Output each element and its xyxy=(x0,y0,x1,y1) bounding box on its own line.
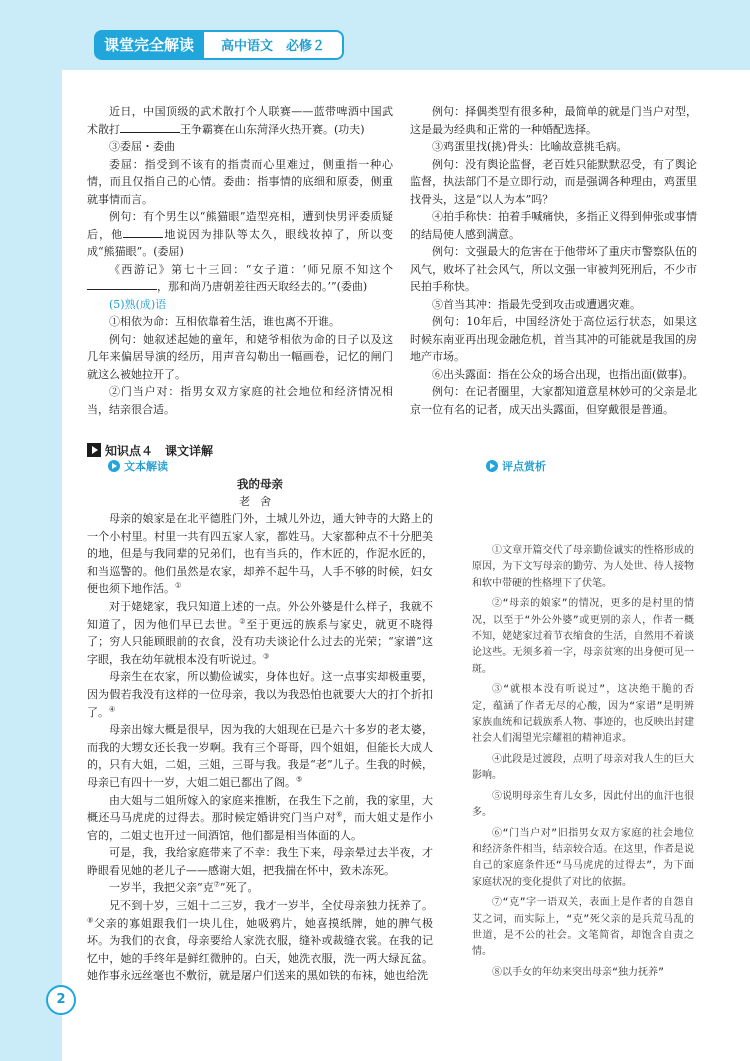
example-sentence: 例句：有个男生以“熊猫眼”造型亮相，遭到快男评委质疑后，他 地说因为排队等太久，眼线妆掉了，所以变成“熊猫眼”。(委屈) xyxy=(87,210,394,258)
idiom-definition: ①相依为命：互相依靠着生活，谁也离不开谁。 xyxy=(109,315,340,328)
term-heading: ③委屈・委曲 xyxy=(109,140,175,153)
book-title-tab: 课堂完全解读 xyxy=(94,30,204,60)
fill-blank xyxy=(123,226,163,238)
article-paragraph: 母亲出嫁大概是很早，因为我的大姐现在已是六十多岁的老太婆，而我的大甥女还长我一岁啊。我有三个哥哥，四个姐姐，但能长大成人的，只有大姐，二姐，三姐，三哥与我。我是“老”儿子。生我的时候，母亲已有四十一岁，大姐二姐已都出了阁。⑤ xyxy=(87,723,433,789)
note: ④此段是过渡段，点明了母亲对我人生的巨大影响。 xyxy=(472,753,694,782)
left-column xyxy=(87,103,393,418)
article-paragraph: 可是，我，我给家庭带来了不幸：我生下来，母亲晕过去半夜，才睁眼看见她的老儿子——感谢大姐，把我揣在怀中，致未冻死。 xyxy=(87,846,433,877)
paragraph: 近日，中国顶级的武术散打个人联赛——蓝带啤酒中国武术散打 王争霸赛在山东菏泽火热开赛。(功夫) xyxy=(87,105,393,136)
note: ⑥“门当户对”旧指男女双方家庭的社会地位和经济条件相当，结亲较合适。在这里，作者是说自己的家庭条件还“马马虎虎的过得去”，为下面家庭状况的变化提供了对比的依据。 xyxy=(472,827,694,888)
example-sentence: 例句：在记者圈里，大家都知道意星林妙可的父亲是北京一位有名的记者，成天出头露面，但穿戴很是普通。 xyxy=(410,385,697,416)
page-number: 2 xyxy=(46,985,76,1015)
example-sentence: 例句：她叙述起她的童年，和姥爷相依为命的日子以及这几年来偏居导演的经历，用声音勾勒出一幅画卷，记忆的闸门就这么被她拉开了。 xyxy=(87,332,393,381)
note: ⑧以手女的年幼来突出母亲“独力抚养” xyxy=(492,966,665,978)
subject-tab: 高中语文 必修２ xyxy=(204,30,344,60)
fill-blank xyxy=(120,121,180,133)
note: ⑤说明母亲生育儿女多，因此付出的血汗也很多。 xyxy=(472,790,694,819)
paragraph: 委屈：指受到不该有的指责而心里难过，侧重指一种心情，而且仅指自己的心情。委曲：指事情的底细和原委，侧重就事情而言。 xyxy=(87,157,393,206)
commentary-notes xyxy=(472,543,694,985)
article-paragraph: 母亲的娘家是在北平德胜门外，土城儿外边，通大钟寺的大路上的一个小村里。村里一共有四五家人家，都姓马。大家都种点不十分肥美的地，但是与我同辈的兄弟们，也有当兵的，作木匠的，作泥水匠的，和当巡警的。他们虽然是农家，却养不起牛马，人手不够的时候，妇女便也须下地作活。① xyxy=(87,512,433,596)
idiom-definition: ⑤首当其冲：指最先受到攻击或遭遇灾难。 xyxy=(432,297,641,311)
right-column xyxy=(410,103,697,418)
example-sentence: 例句：没有舆论监督，老百姓只能默默忍受，有了舆论监督，执法部门不是立即行动，而是强调各种理由，鸡蛋里找骨头，这是“以人为本”吗？ xyxy=(410,157,697,206)
note: ③“就根本没有听说过”，这决绝干脆的否定，蕴涵了作者无尽的心酸，因为“家谱”是明辨家族血统和记载族系人物、事迹的，也反映出封建社会人们渴望光宗耀祖的精神追求。 xyxy=(472,684,694,745)
article-paragraph: 由大姐与二姐所嫁入的家庭来推断，在我生下之前，我的家里，大概还马马虎虎的过得去。那时候定婚讲究门当户对⑥，而大姐丈是作小官的，二姐丈也开过一间酒馆，他们都是相当体面的人。 xyxy=(87,793,434,842)
idiom-definition: ④拍手称快：拍着手喊痛快，多指正义得到伸张或事情的结局使人感到满意。 xyxy=(410,210,697,241)
fill-blank xyxy=(87,278,157,290)
example-sentence: 例句：择偶类型有很多种，最简单的就是门当户对型，这是最为经典和正常的一种婚配选择。 xyxy=(410,105,697,136)
subsection-heading: (5)熟(成)语 xyxy=(109,297,167,311)
article-paragraph: 对于姥姥家，我只知道上述的一点。外公外婆是什么样子，我就不知道了，因为他们早已去世。②至于更远的族系与家史，就更不晓得了；穷人只能顾眼前的衣食，没有功夫谈论什么过去的光荣；“家谱”这字眼，我在幼年就根本没有听说过。③ xyxy=(87,599,434,666)
play-circle-icon xyxy=(108,460,120,472)
section-heading: 知识点４ 课文详解 xyxy=(87,442,387,460)
note: ⑦“克”字一语双关，表面上是作者的自怨自艾之词，而实际上，“克”死父亲的是兵荒马乱的世道，是不公的社会。文笔简省，却饱含自责之情。 xyxy=(472,897,694,958)
side-band xyxy=(0,70,62,1061)
note: ②“母亲的娘家”的情况，更多的是村里的情况，以至于“外公外婆”或更别的亲人，作者一概不知，姥姥家过着节衣缩食的生活，自然用不着谈论这些。无须多着一字，母亲贫寒的出身便可见一斑。 xyxy=(472,598,694,675)
idiom-definition: ⑥出头露面：指在公众的场合出现，也指出面(做事)。 xyxy=(432,367,694,381)
example-sentence: 例句：文强最大的危害在于他带坏了重庆市警察队伍的风气，败坏了社会风气，所以文强一审被判死刑后，不少市民拍手称快。 xyxy=(410,245,697,293)
article-paragraph: 一岁半，我把父亲“克⑦”死了。 xyxy=(109,880,259,895)
idiom-definition: ③鸡蛋里找(挑)骨头：比喻故意挑毛病。 xyxy=(432,140,628,153)
article-author: 老舍 xyxy=(239,495,281,508)
play-triangle-icon xyxy=(87,443,101,457)
example-sentence: 例句：10年后，中国经济处于高位运行状态，如果这时候东南亚再出现金融危机，首当其冲的可能就是我国的房地产市场。 xyxy=(410,315,697,363)
article-title: 我的母亲 xyxy=(237,477,283,491)
article-paragraph: 母亲生在农家，所以勤俭诚实，身体也好。这一点事实却极重要，因为假若我没有这样的一位母亲，我以为我恐怕也就要大大的打个折扣了。④ xyxy=(87,670,433,719)
commentary-subheading: 评点赏析 xyxy=(486,459,546,475)
text-reading-subheading: 文本解读 xyxy=(108,459,168,475)
note: ①文章开篇交代了母亲勤俭诚实的性格形成的原因，为下文写母亲的勤劳、为人处世、待人接物和软中带硬的性格埋下了伏笔。 xyxy=(472,545,694,589)
article xyxy=(87,475,433,985)
article-paragraph: 兄不到十岁，三姐十二三岁，我才一岁半，全仗母亲独力抚养了。⑧父亲的寡姐跟我们一块儿住，她吸鸦片，她喜摸纸牌，她的脾气极坏。为我们的衣食，母亲要给人家洗衣服，缝补或裁缝衣裳。在我的记忆中，她的手终年是鲜红微肿的。白天，她洗衣服，洗一两大绿瓦盆。她作事永远丝毫也不敷衍，就是屠户们送来的黑如铁的布袜，她也给洗 xyxy=(87,899,434,983)
play-circle-icon xyxy=(486,460,498,472)
example-sentence: 《西游记》第七十三回：“女子道：‘师兄原不知这个，那和尚乃唐朝差往西天取经去的。’”(委曲) xyxy=(87,261,393,296)
idiom-definition: ②门当户对：指男女双方家庭的社会地位和经济情况相当，结亲很合适。 xyxy=(87,385,393,416)
